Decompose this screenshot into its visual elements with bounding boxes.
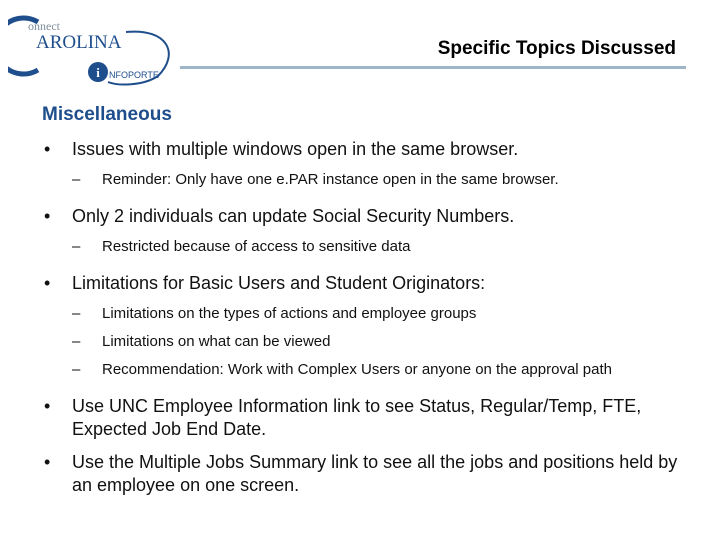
sub-bullet-item: – Reminder: Only have one e.PAR instance open in the same browser. [42,169,702,191]
bullet-item: • Only 2 individuals can update Social Security Numbers. [42,205,702,228]
bullet-item: • Use UNC Employee Information link to see Status, Regular/Temp, FTE, Expected Job End Date. [42,395,702,441]
sub-bullet-item: – Restricted because of access to sensitive data [42,236,702,258]
bullet-group [42,205,702,258]
bullet-list [42,138,702,505]
connectcarolina-logo [8,14,180,90]
bullet-group [42,138,702,191]
bullet-item: • Limitations for Basic Users and Student Originators: [42,272,702,295]
sub-bullet-item: – Limitations on what can be viewed [42,331,702,353]
logo-text-infoporte: NFOPORTE [109,70,159,80]
section-title: Miscellaneous [42,104,172,125]
svg-text:i: i [96,65,100,80]
page-title: Specific Topics Discussed [437,38,676,59]
logo-text-connect: onnect [28,19,60,33]
sub-bullet-item: – Limitations on the types of actions and employee groups [42,303,702,325]
bullet-item: • Use the Multiple Jobs Summary link to see all the jobs and positions held by an employee on one screen. [42,451,702,497]
bullet-group [42,272,702,381]
sub-bullet-item: – Recommendation: Work with Complex Users or anyone on the approval path [42,359,702,381]
bullet-item: • Issues with multiple windows open in the same browser. [42,138,702,161]
header-rule [180,66,686,69]
logo-text-carolina: AROLINA [36,32,122,53]
